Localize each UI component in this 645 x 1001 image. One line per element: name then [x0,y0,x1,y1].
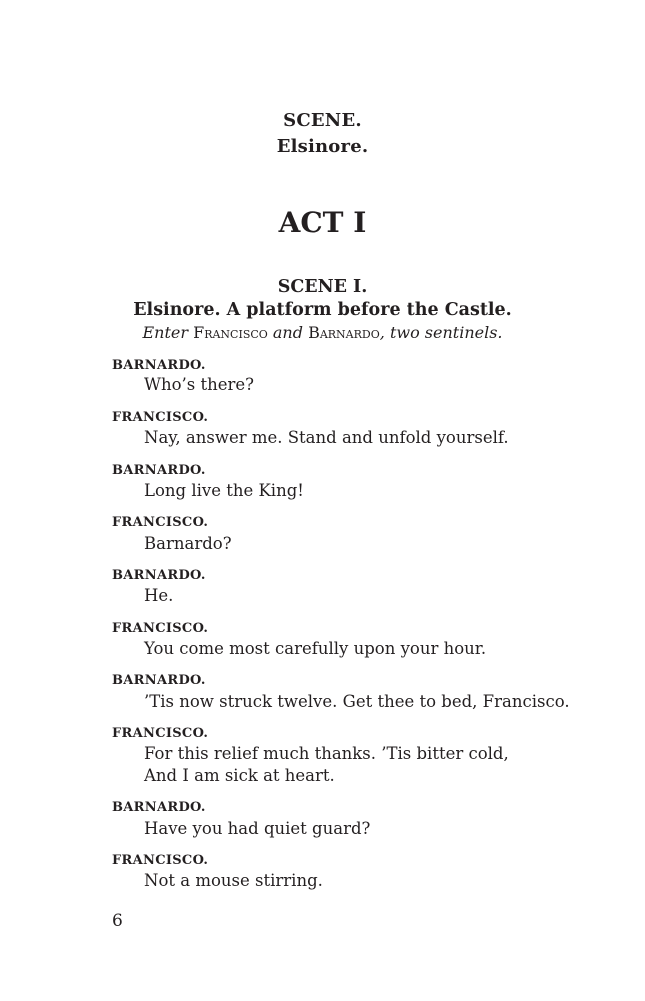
scene-title: SCENE I. [277,277,368,297]
setting-heading [0,108,645,160]
stage-direction-rest: , two sentinels. [379,323,503,342]
stage-direction [0,322,645,344]
speech-line: For this relief much thanks. ’Tis bitter cold, [144,744,509,763]
speech-line: He. [144,586,174,605]
speech-line: Not a mouse stirring. [144,871,323,890]
speaker-name: FRANCISCO. [112,853,209,868]
speech-line: And I am sick at heart. [144,766,335,785]
speaker-name: FRANCISCO. [112,726,209,741]
page-number: 6 [112,911,123,931]
scene-location: Elsinore. A platform before the Castle. [133,300,512,320]
speech-line: Have you had quiet guard? [144,819,371,838]
stage-direction-enter: Enter [142,323,189,342]
stage-direction-and: and [272,323,303,342]
speaker-name: BARNARDO. [112,800,206,815]
act-title: ACT I [278,206,367,239]
speech-line: Barnardo? [144,534,232,553]
speech-line: Who’s there? [144,375,254,394]
speaker-name: FRANCISCO. [112,515,209,530]
speech-line: ’Tis now struck twelve. Get thee to bed, Francisco. [144,692,570,711]
speech-line: You come most carefully upon your hour. [144,639,487,658]
speech-line: Long live the King! [144,481,304,500]
speech-line: Nay, answer me. Stand and unfold yourself. [144,428,509,447]
setting-place: Elsinore. [276,136,369,157]
speaker-name: FRANCISCO. [112,410,209,425]
setting-label: SCENE. [283,110,362,131]
stage-direction-character-barnardo: Barnardo [308,323,380,342]
stage-direction-character-francisco: Francisco [193,323,268,342]
speaker-name: BARNARDO. [112,568,206,583]
speaker-name: BARNARDO. [112,673,206,688]
speaker-name: BARNARDO. [112,463,206,478]
speaker-name: FRANCISCO. [112,621,209,636]
speaker-name: BARNARDO. [112,358,206,373]
